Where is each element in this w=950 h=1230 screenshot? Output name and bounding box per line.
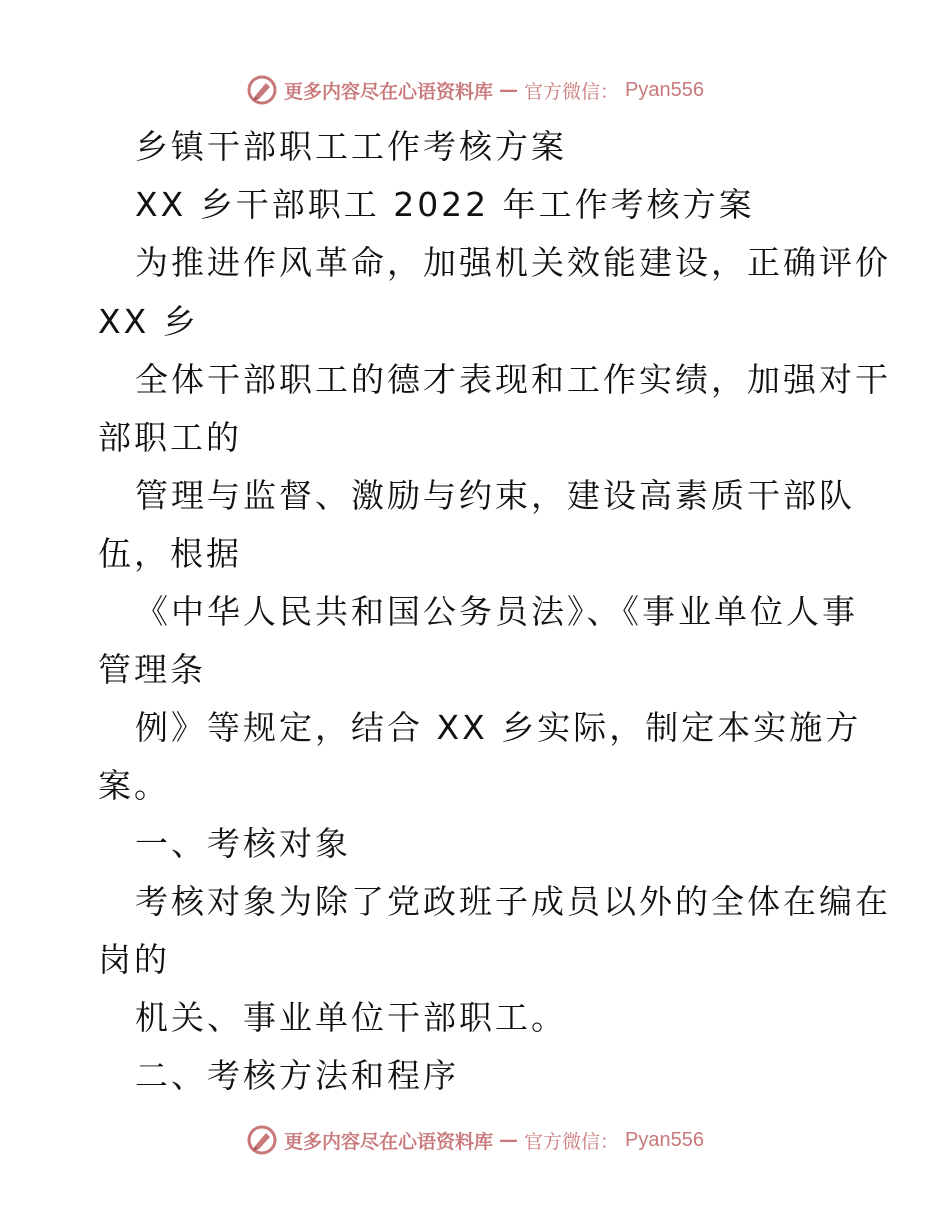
doc-line: 全体干部职工的德才表现和工作实绩，加强对干 (135, 360, 891, 399)
doc-line: 《中华人民共和国公务员法》、《事业单位人事 (135, 592, 858, 631)
footer-watermark (0, 1120, 950, 1160)
doc-line: XX 乡 (98, 302, 199, 341)
doc-line: 管理与监督、激励与约束，建设高素质干部队 (135, 476, 855, 515)
watermark-inner (246, 1124, 704, 1156)
pen-seal-logo-icon (246, 74, 278, 106)
doc-subtitle: XX 乡干部职工 2022 年工作考核方案 (135, 185, 755, 224)
watermark-main-text: 更多内容尽在心语资料库 (284, 1130, 494, 1153)
doc-line: 伍，根据 (98, 534, 242, 573)
watermark-wechat-label: 官方微信： (524, 1130, 620, 1153)
watermark-wechat-id: Pyan556 (625, 1128, 704, 1151)
watermark-dash: — (499, 1129, 519, 1151)
doc-line: 案。 (98, 766, 170, 805)
watermark-main-text: 更多内容尽在心语资料库 (284, 80, 494, 103)
doc-line: 岗的 (98, 940, 170, 979)
watermark-inner (246, 74, 704, 106)
doc-line: 管理条 (98, 650, 206, 689)
doc-line: 为推进作风革命，加强机关效能建设，正确评价 (135, 243, 891, 282)
section-heading-1: 一、考核对象 (135, 824, 351, 863)
doc-line: 考核对象为除了党政班子成员以外的全体在编在 (135, 882, 891, 921)
pen-seal-logo-icon (246, 1124, 278, 1156)
watermark-dash: — (499, 79, 519, 101)
header-watermark (0, 70, 950, 110)
section-heading-2: 二、考核方法和程序 (135, 1056, 459, 1095)
watermark-wechat-label: 官方微信： (524, 80, 620, 103)
doc-line: 例》等规定，结合 XX 乡实际，制定本实施方 (135, 708, 862, 747)
doc-line: 机关、事业单位干部职工。 (135, 998, 567, 1037)
watermark-wechat-id: Pyan556 (625, 78, 704, 101)
doc-line: 部职工的 (98, 418, 242, 457)
doc-title: 乡镇干部职工工作考核方案 (135, 127, 567, 166)
